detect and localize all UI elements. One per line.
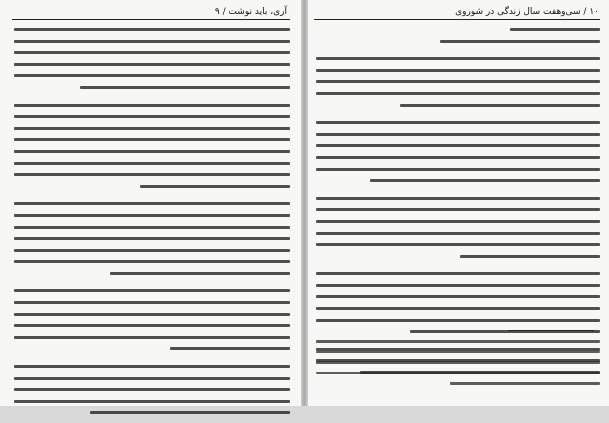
text-line bbox=[316, 232, 600, 235]
text-line bbox=[14, 74, 290, 77]
text-line bbox=[14, 324, 290, 327]
text-line bbox=[316, 272, 600, 275]
text-line bbox=[14, 336, 290, 339]
text-line bbox=[14, 51, 290, 54]
paragraph-gap bbox=[316, 191, 600, 197]
text-line bbox=[14, 138, 290, 141]
header-rule-right bbox=[314, 19, 600, 20]
left-page bbox=[0, 0, 301, 406]
book-gutter bbox=[301, 0, 308, 406]
text-line bbox=[14, 28, 290, 31]
text-line bbox=[450, 382, 600, 385]
text-line bbox=[316, 307, 600, 310]
text-line bbox=[140, 185, 290, 188]
footnote-rule bbox=[508, 330, 594, 331]
text-line bbox=[510, 28, 600, 31]
text-line bbox=[14, 237, 290, 240]
running-head-right: ۱۰ / سی‌وهفت سال زندگی در شوروی bbox=[455, 7, 599, 17]
text-line bbox=[370, 179, 600, 182]
text-line bbox=[14, 150, 290, 153]
text-line bbox=[316, 57, 600, 60]
text-line bbox=[316, 133, 600, 136]
text-line bbox=[14, 365, 290, 368]
text-line bbox=[316, 197, 600, 200]
text-line bbox=[14, 115, 290, 118]
text-line bbox=[80, 86, 290, 89]
text-line bbox=[14, 162, 290, 165]
footnote-block bbox=[316, 340, 600, 393]
text-line bbox=[14, 388, 290, 391]
text-line bbox=[316, 220, 600, 223]
text-line bbox=[440, 40, 600, 43]
left-text-column bbox=[14, 28, 290, 423]
text-line bbox=[14, 377, 290, 380]
text-line bbox=[14, 226, 290, 229]
text-line bbox=[316, 144, 600, 147]
text-line bbox=[316, 80, 600, 83]
text-line bbox=[14, 173, 290, 176]
text-line bbox=[14, 202, 290, 205]
text-line bbox=[14, 104, 290, 107]
text-line bbox=[14, 214, 290, 217]
text-line bbox=[316, 340, 600, 343]
text-line bbox=[316, 156, 600, 159]
text-line bbox=[316, 361, 600, 364]
text-line bbox=[170, 347, 290, 350]
running-head-left: آری، باید نوشت / ۹ bbox=[214, 7, 287, 17]
text-line bbox=[316, 121, 600, 124]
text-line bbox=[14, 301, 290, 304]
text-line bbox=[316, 319, 600, 322]
text-line bbox=[316, 208, 600, 211]
text-line bbox=[110, 272, 290, 275]
text-line bbox=[14, 400, 290, 403]
text-line bbox=[316, 351, 600, 354]
text-line bbox=[316, 69, 600, 72]
text-line bbox=[400, 104, 600, 107]
text-line bbox=[316, 243, 600, 246]
text-line bbox=[316, 372, 600, 375]
text-line bbox=[316, 168, 600, 171]
text-line bbox=[460, 255, 600, 258]
paragraph-gap bbox=[14, 98, 290, 104]
header-rule-left bbox=[12, 19, 290, 20]
right-page bbox=[308, 0, 609, 406]
text-line bbox=[14, 127, 290, 130]
text-line bbox=[316, 295, 600, 298]
text-line bbox=[14, 249, 290, 252]
text-line bbox=[14, 313, 290, 316]
text-line bbox=[14, 63, 290, 66]
text-line bbox=[14, 260, 290, 263]
text-line bbox=[90, 411, 290, 414]
text-line bbox=[316, 92, 600, 95]
text-line bbox=[14, 289, 290, 292]
text-line bbox=[14, 40, 290, 43]
text-line bbox=[316, 284, 600, 287]
